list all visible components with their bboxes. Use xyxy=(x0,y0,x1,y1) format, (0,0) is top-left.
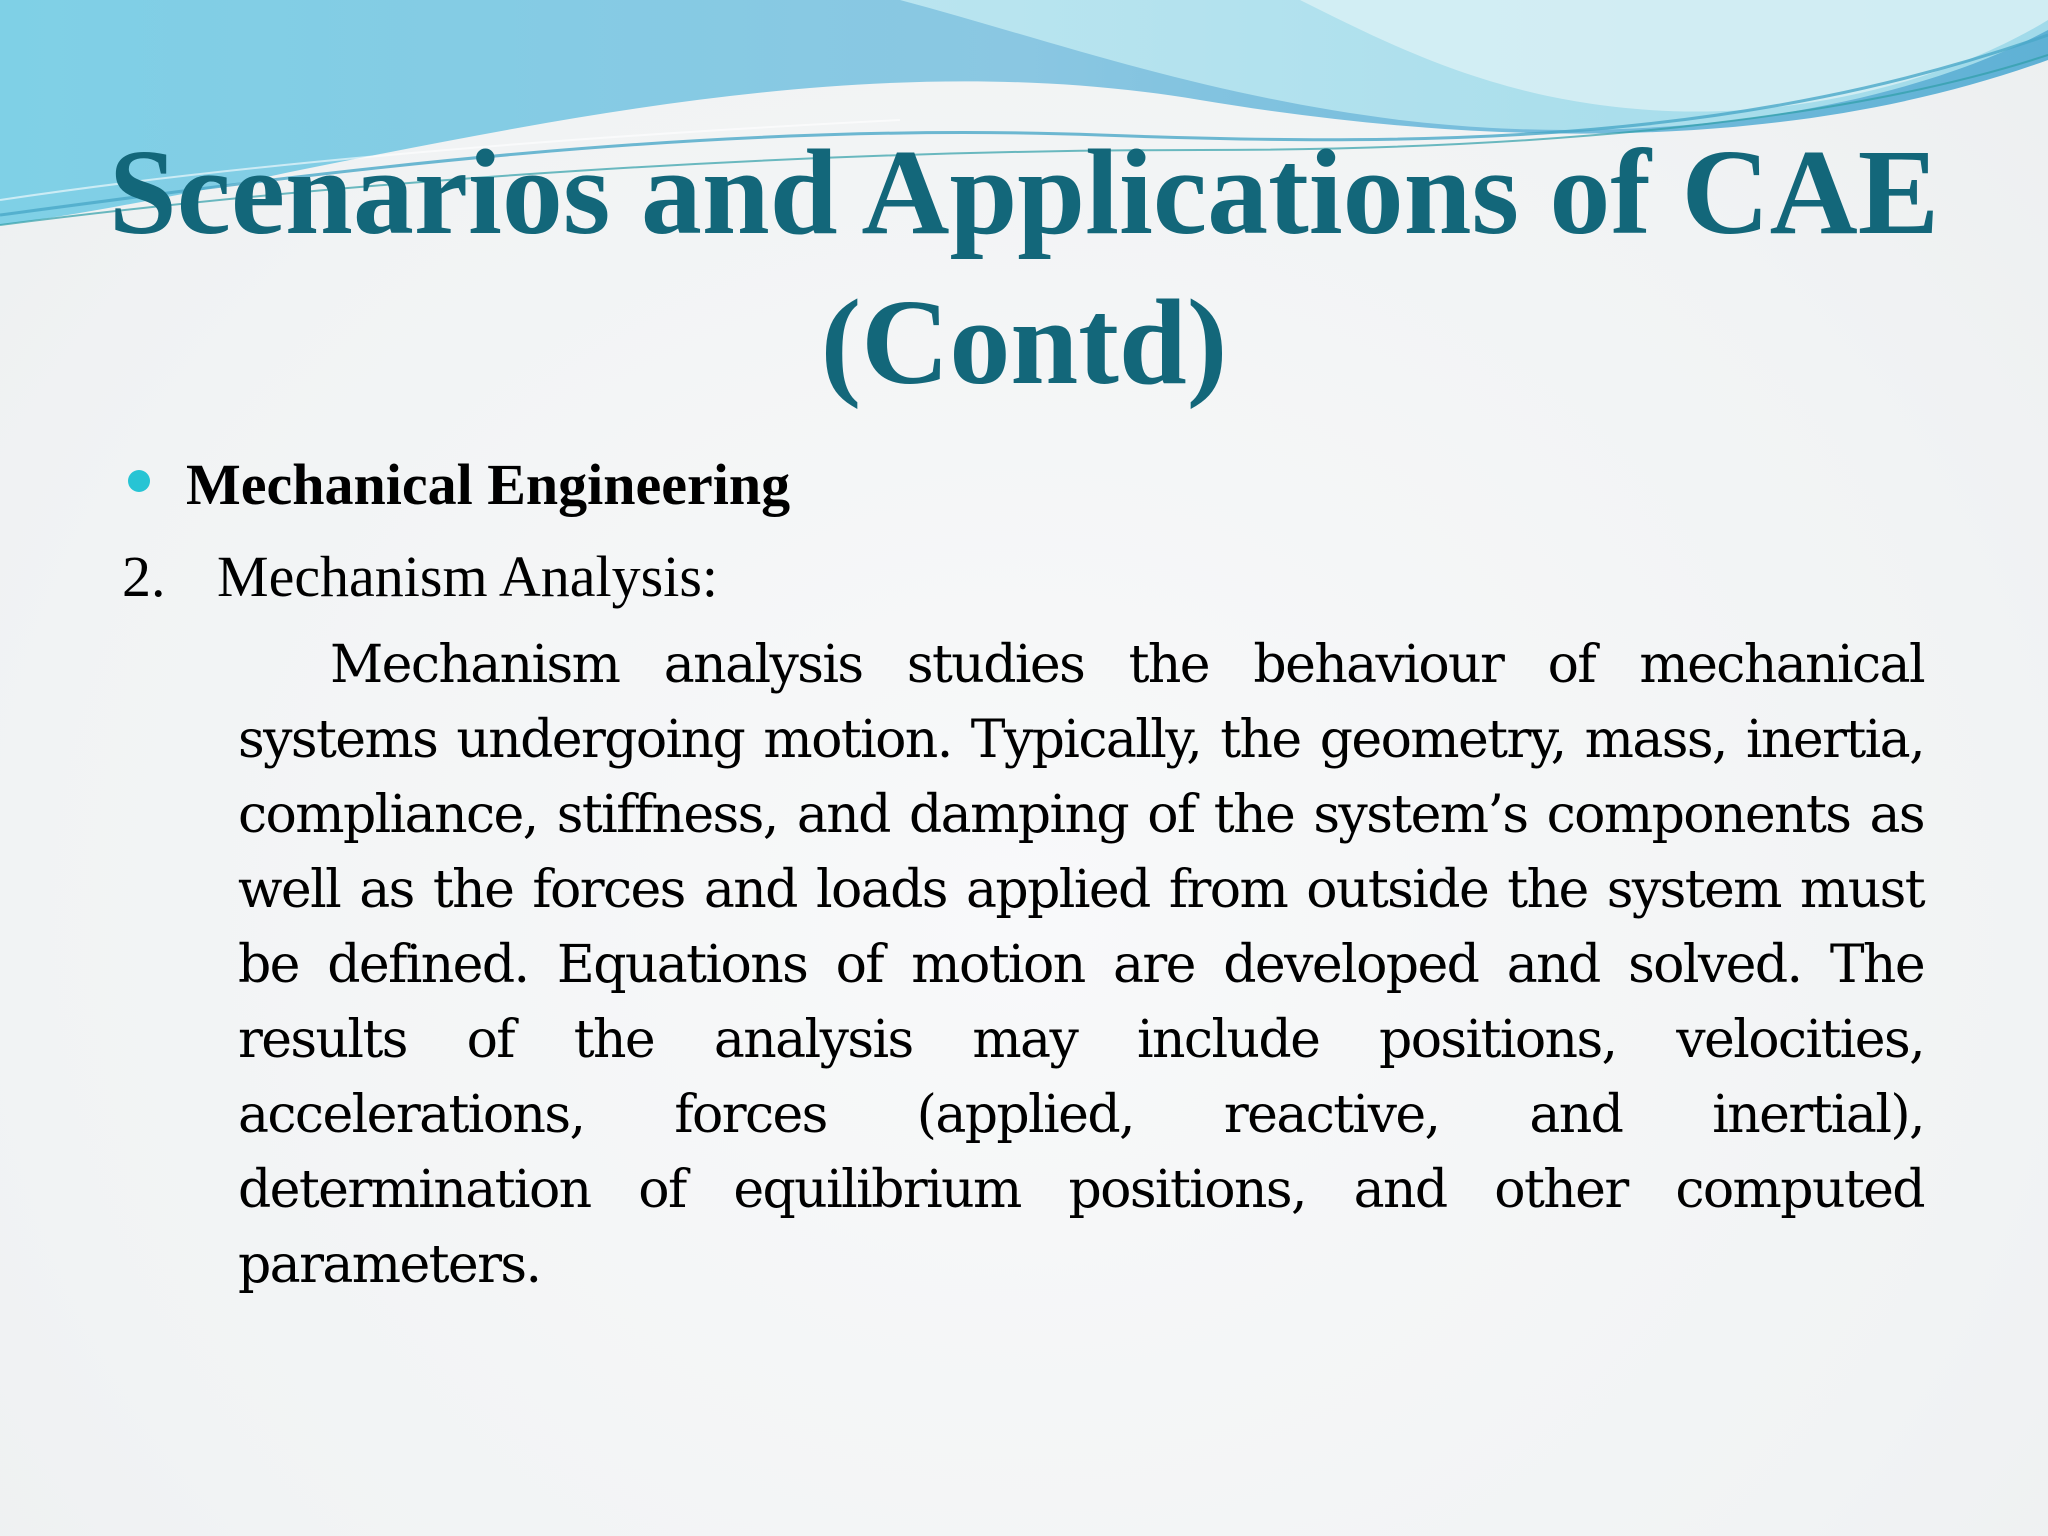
body-paragraph: Mechanism analysis studies the behaviour of mechanical systems undergoing motion. Typically, the geometry, mass, inertia, compliance, stiffness, and damping of the system’s components as well as the forces and loads applied from outside the system must be defined. Equations of motion are developed and solved. The results of the analysis may include positions, velocities, accelerations, forces (applied, reactive, and inertial), determination of equilibrium positions, and other computed parameters. xyxy=(238,635,1924,1295)
numbered-item xyxy=(122,540,718,612)
bullet-item xyxy=(128,448,790,520)
item-label: Mechanism Analysis: xyxy=(217,543,719,609)
item-number: 2. xyxy=(122,543,166,609)
bullet-dot-icon xyxy=(128,470,150,492)
slide-title: Scenarios and Applications of CAE (Contd) xyxy=(108,125,1940,410)
bullet-heading: Mechanical Engineering xyxy=(186,451,791,517)
